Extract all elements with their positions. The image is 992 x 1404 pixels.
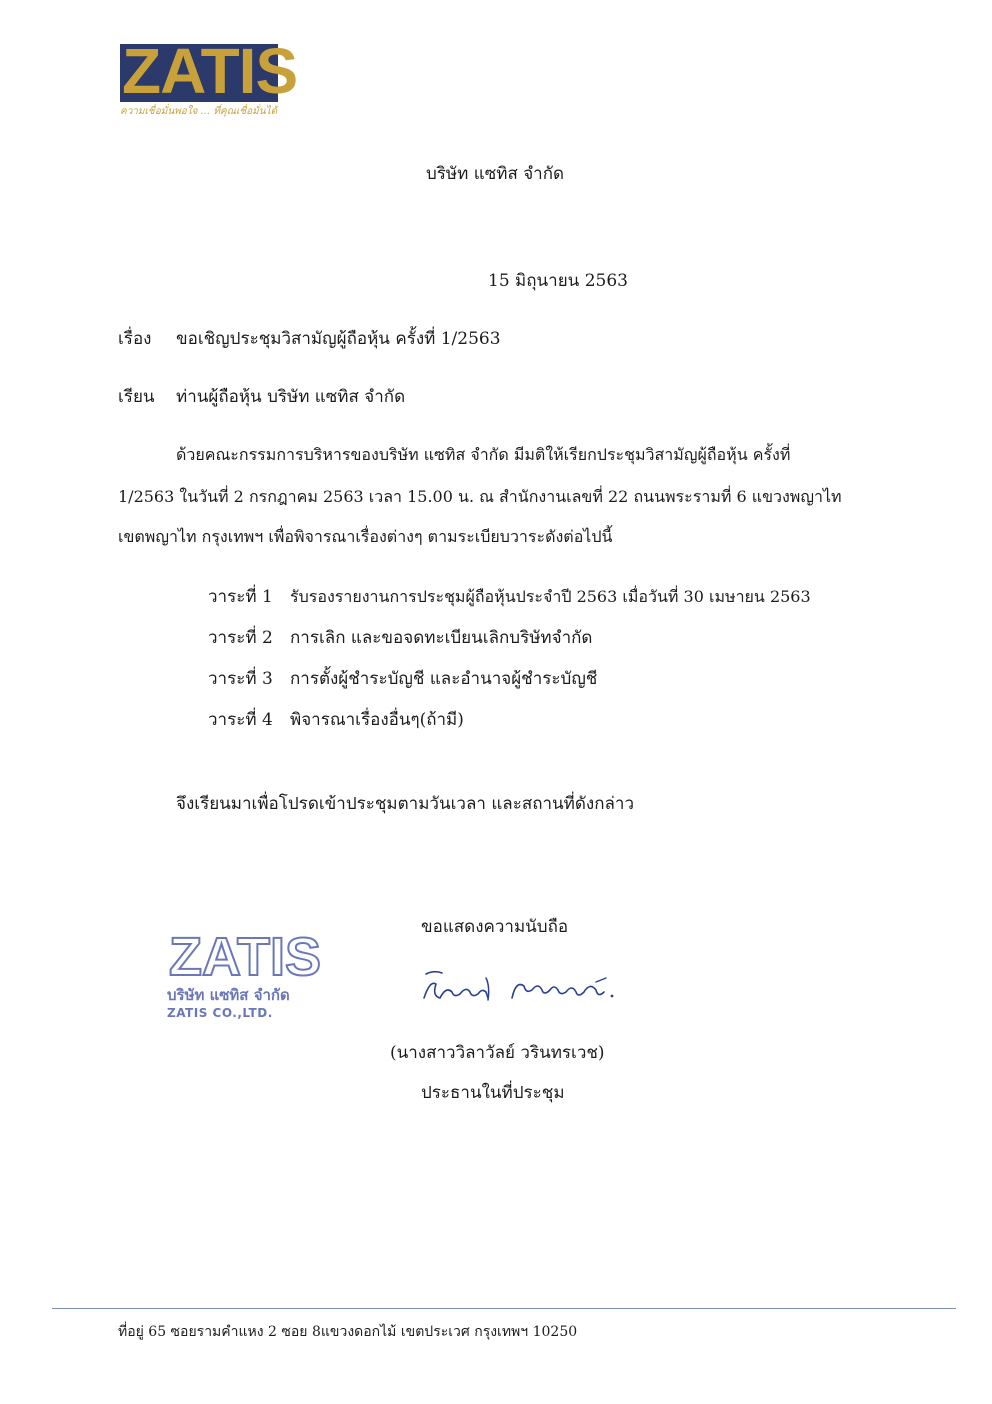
stamp-thai-name: บริษัท แซทิส จำกัด	[167, 986, 290, 1004]
agenda-text-4: พิจารณาเรื่องอื่นๆ(ถ้ามี)	[290, 710, 464, 730]
handwritten-signature	[420, 968, 620, 1012]
agenda-text-2: การเลิก และขอจดทะเบียนเลิกบริษัทจำกัด	[290, 628, 593, 648]
footer-address: ที่อยู่ 65 ซอยรามคำแหง 2 ซอย 8แขวงดอกไม้ เขตประเวศ กรุงเทพฯ 10250	[118, 1324, 578, 1340]
company-stamp	[165, 927, 321, 1022]
logo-tagline: ความเชื่อมั่นพอใจ ... ที่คุณเชื่อมั่นได้	[120, 106, 278, 117]
recipient-label: เรียน	[118, 387, 155, 407]
subject-text: ขอเชิญประชุมวิสามัญผู้ถือหุ้น ครั้งที่ 1/2563	[176, 329, 501, 349]
letter-date: 15 มิถุนายน 2563	[488, 271, 628, 291]
body-line-1: ด้วยคณะกรรมการบริหารของบริษัท แซทิส จำกัด มีมติให้เรียกประชุมวิสามัญผู้ถือหุ้น ครั้งที่	[176, 445, 791, 464]
body-line-3: เขตพญาไท กรุงเทพฯ เพื่อพิจารณาเรื่องต่างๆ ตามระเบียบวาระดังต่อไปนี้	[118, 527, 613, 546]
closing-sentence: จึงเรียนมาเพื่อโปรดเข้าประชุมตามวันเวลา และสถานที่ดังกล่าว	[176, 794, 635, 814]
agenda-label-3: วาระที่ 3	[208, 669, 273, 689]
agenda-text-1: รับรองรายงานการประชุมผู้ถือหุ้นประจำปี 2563 เมื่อวันที่ 30 เมษายน 2563	[290, 587, 811, 606]
regards-text: ขอแสดงความนับถือ	[421, 917, 569, 937]
agenda-label-4: วาระที่ 4	[208, 710, 273, 730]
letterhead-company: บริษัท แซทิส จำกัด	[426, 164, 565, 184]
agenda-label-2: วาระที่ 2	[208, 628, 273, 648]
logo-wordmark: ZATIS	[122, 35, 298, 107]
stamp-english-name: ZATIS CO.,LTD.	[167, 1006, 273, 1020]
agenda-label-1: วาระที่ 1	[208, 587, 273, 607]
body-line-2: 1/2563 ในวันที่ 2 กรกฎาคม 2563 เวลา 15.00 น. ณ สำนักงานเลขที่ 22 ถนนพระรามที่ 6 แขวงพญาไท	[118, 487, 842, 506]
recipient-text: ท่านผู้ถือหุ้น บริษัท แซทิส จำกัด	[176, 387, 406, 407]
stamp-wordmark: ZATIS	[169, 927, 321, 987]
subject-label: เรื่อง	[118, 329, 152, 349]
signer-title: ประธานในที่ประชุม	[421, 1083, 565, 1103]
signer-name: (นางสาววิลาวัลย์ วรินทรเวช)	[390, 1043, 605, 1063]
footer-divider	[52, 1308, 956, 1309]
agenda-text-3: การตั้งผู้ชำระบัญชี และอำนาจผู้ชำระบัญชี	[290, 669, 598, 689]
company-logo	[120, 35, 298, 123]
